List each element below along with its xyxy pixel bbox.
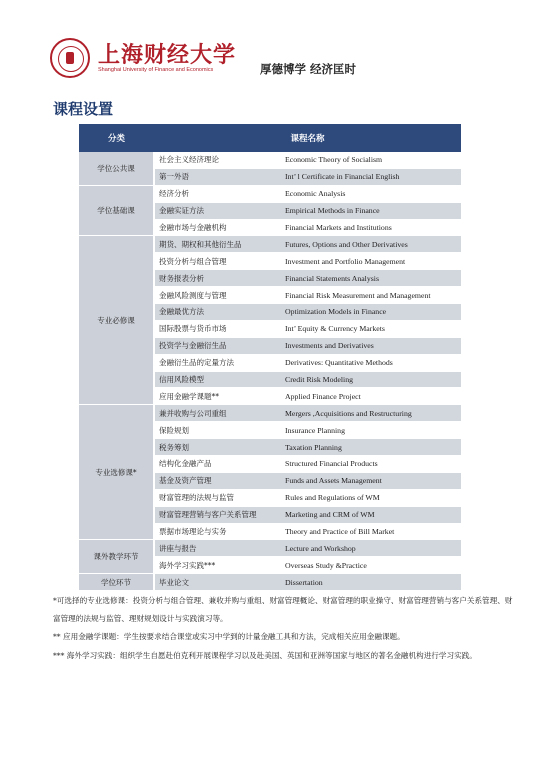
course-name-cn: 票据市场理论与实务: [154, 523, 279, 540]
course-name-en: Empirical Methods in Finance: [279, 202, 461, 219]
table-body: [79, 152, 461, 591]
curriculum-table: [79, 124, 461, 591]
course-name-cn: 金融市场与金融机构: [154, 219, 279, 236]
university-name-cn: 上海财经大学: [98, 42, 237, 68]
course-name-en: Financial Risk Measurement and Management: [279, 287, 461, 304]
category-cell: 学位环节: [79, 574, 154, 591]
course-name-cn: 投资分析与组合管理: [154, 253, 279, 270]
course-name-en: Investment and Portfolio Management: [279, 253, 461, 270]
course-name-cn: 社会主义经济理论: [154, 152, 279, 168]
university-seal-icon: [50, 38, 90, 78]
course-name-en: Economic Analysis: [279, 185, 461, 202]
course-name-cn: 兼并收购与公司重组: [154, 405, 279, 422]
category-cell: 学位公共课: [79, 152, 154, 185]
footnote-overseas: *** 海外学习实践：组织学生自愿赴伯克利开展课程学习以及赴美国、英国和亚洲等国家与地区的著名金融机构进行学习实践。: [53, 650, 477, 660]
course-name-cn: 投资学与金融衍生品: [154, 337, 279, 354]
course-name-en: Credit Risk Modeling: [279, 371, 461, 388]
course-name-cn: 财富管理营销与客户关系管理: [154, 506, 279, 523]
table-row: [79, 152, 461, 168]
course-name-en: Taxation Planning: [279, 439, 461, 456]
course-name-cn: 金融最优方法: [154, 304, 279, 321]
course-name-en: Applied Finance Project: [279, 388, 461, 405]
course-name-cn: 财务报表分析: [154, 270, 279, 287]
table-row: [79, 236, 461, 253]
course-name-en: Funds and Assets Management: [279, 472, 461, 489]
course-name-en: Futures, Options and Other Derivatives: [279, 236, 461, 253]
course-name-en: Marketing and CRM of WM: [279, 506, 461, 523]
course-name-cn: 结构化金融产品: [154, 456, 279, 473]
footnote-project: ** 应用金融学课题：学生按要求结合课堂或实习中学到的计量金融工具和方法，完成相关应用金融课题。: [53, 632, 405, 641]
course-name-cn: 国际股票与货币市场: [154, 320, 279, 337]
header-course-name: 课程名称: [154, 124, 461, 152]
table-header-row: [79, 124, 461, 152]
university-motto: 厚德博学 经济匡时: [260, 62, 357, 76]
course-name-en: Int’ l Certificate in Financial English: [279, 168, 461, 185]
table-row: [79, 405, 461, 422]
course-name-en: Lecture and Workshop: [279, 540, 461, 557]
course-name-en: Investments and Derivatives: [279, 337, 461, 354]
page-header: [50, 38, 357, 82]
category-cell: 学位基础课: [79, 185, 154, 236]
course-name-en: Financial Markets and Institutions: [279, 219, 461, 236]
course-name-en: Structured Financial Products: [279, 456, 461, 473]
course-name-cn: 税务筹划: [154, 439, 279, 456]
course-name-cn: 财富管理的法规与监管: [154, 489, 279, 506]
course-name-cn: 经济分析: [154, 185, 279, 202]
course-name-cn: 第一外语: [154, 168, 279, 185]
table-row: [79, 540, 461, 557]
footnote-electives: *可选择的专业选修课：投资分析与组合管理、兼收并购与重组、财富管理概论、财富管理的职业操守、财富管理营销与客户关系管理、财富管理的法规与监管、理财规划设计与实践演习等。: [53, 596, 513, 623]
course-name-en: Dissertation: [279, 574, 461, 591]
course-name-cn: 讲座与报告: [154, 540, 279, 557]
category-cell: 专业选修课*: [79, 405, 154, 540]
university-name-en: Shanghai University of Finance and Economics: [98, 67, 214, 73]
course-name-cn: 期货、期权和其他衍生品: [154, 236, 279, 253]
table-row: [79, 574, 461, 591]
course-name-cn: 毕业论文: [154, 574, 279, 591]
course-name-en: Rules and Regulations of WM: [279, 489, 461, 506]
course-name-en: Insurance Planning: [279, 422, 461, 439]
course-name-en: Theory and Practice of Bill Market: [279, 523, 461, 540]
course-name-cn: 信用风险模型: [154, 371, 279, 388]
course-name-cn: 金融风险测度与管理: [154, 287, 279, 304]
header-category: 分类: [79, 124, 154, 152]
course-name-cn: 保险规划: [154, 422, 279, 439]
section-title: 课程设置: [53, 100, 114, 118]
table-row: [79, 185, 461, 202]
course-name-en: Mergers ,Acquisitions and Restructuring: [279, 405, 461, 422]
course-name-en: Financial Statements Analysis: [279, 270, 461, 287]
course-name-en: Optimization Models in Finance: [279, 304, 461, 321]
course-name-cn: 海外学习实践***: [154, 557, 279, 574]
course-name-en: Overseas Study &Practice: [279, 557, 461, 574]
category-cell: 专业必修课: [79, 236, 154, 405]
course-name-cn: 基金及资产管理: [154, 472, 279, 489]
course-name-en: Derivatives: Quantitative Methods: [279, 354, 461, 371]
category-cell: 课外教学环节: [79, 540, 154, 574]
course-name-en: Economic Theory of Socialism: [279, 152, 461, 168]
course-name-cn: 应用金融学课题**: [154, 388, 279, 405]
course-name-cn: 金融实证方法: [154, 202, 279, 219]
course-name-en: Int’ Equity & Currency Markets: [279, 320, 461, 337]
footnotes: [53, 592, 513, 665]
course-name-cn: 金融衍生品的定量方法: [154, 354, 279, 371]
